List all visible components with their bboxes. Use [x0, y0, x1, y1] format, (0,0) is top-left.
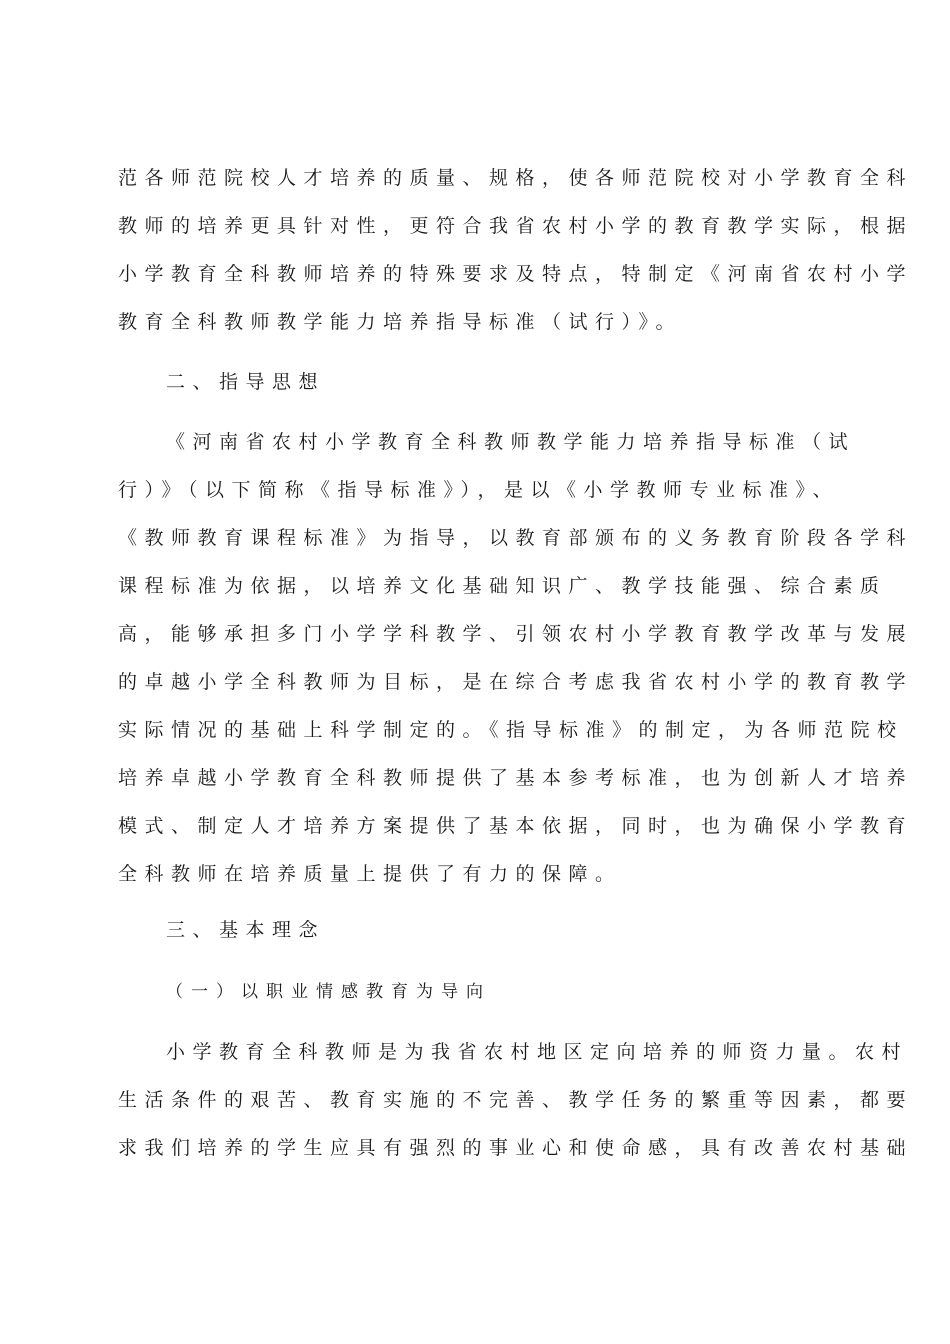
- paragraph-line: 高，能够承担多门小学学科教学、引领农村小学教育教学改革与发展: [118, 623, 914, 645]
- section-heading-basic-concepts: 三、基本理念: [166, 919, 326, 941]
- paragraph-line: 《教师教育课程标准》为指导，以教育部颁布的义务教育阶段各学科: [118, 527, 914, 549]
- paragraph-line: 生活条件的艰苦、教育实施的不完善、教学任务的繁重等因素，都要: [118, 1089, 914, 1111]
- paragraph-line: 实际情况的基础上科学制定的。《指导标准》的制定，为各师范院校: [118, 719, 904, 741]
- paragraph-line: 求我们培养的学生应具有强烈的事业心和使命感，具有改善农村基础: [118, 1137, 914, 1159]
- paragraph-line: 教师的培养更具针对性，更符合我省农村小学的教育教学实际，根据: [118, 215, 914, 237]
- paragraph-line: 全科教师在培养质量上提供了有力的保障。: [118, 863, 622, 885]
- paragraph-line: 范各师范院校人才培养的质量、规格，使各师范院校对小学教育全科: [118, 167, 914, 189]
- subsection-heading: （一）以职业情感教育为导向: [166, 982, 491, 1002]
- paragraph-line: 小学教育全科教师培养的特殊要求及特点，特制定《河南省农村小学: [118, 263, 914, 285]
- paragraph-line: 教育全科教师教学能力培养指导标准（试行）》。: [118, 311, 683, 333]
- paragraph-line: 课程标准为依据，以培养文化基础知识广、教学技能强、综合素质: [118, 575, 887, 597]
- paragraph-line: 的卓越小学全科教师为目标，是在综合考虑我省农村小学的教育教学: [118, 671, 914, 693]
- paragraph-line: 小学教育全科教师是为我省农村地区定向培养的师资力量。农村: [166, 1041, 909, 1063]
- paragraph-line: 行）》（以下简称《指导标准》），是以《小学教师专业标准》、: [118, 479, 840, 501]
- paragraph-line: 模式、制定人才培养方案提供了基本依据，同时，也为确保小学教育: [118, 815, 914, 837]
- paragraph-line: 《河南省农村小学教育全科教师教学能力培养指导标准（试: [166, 431, 856, 453]
- paragraph-line: 培养卓越小学教育全科教师提供了基本参考标准，也为创新人才培养: [118, 767, 914, 789]
- section-heading-guiding-thought: 二、指导思想: [166, 371, 326, 393]
